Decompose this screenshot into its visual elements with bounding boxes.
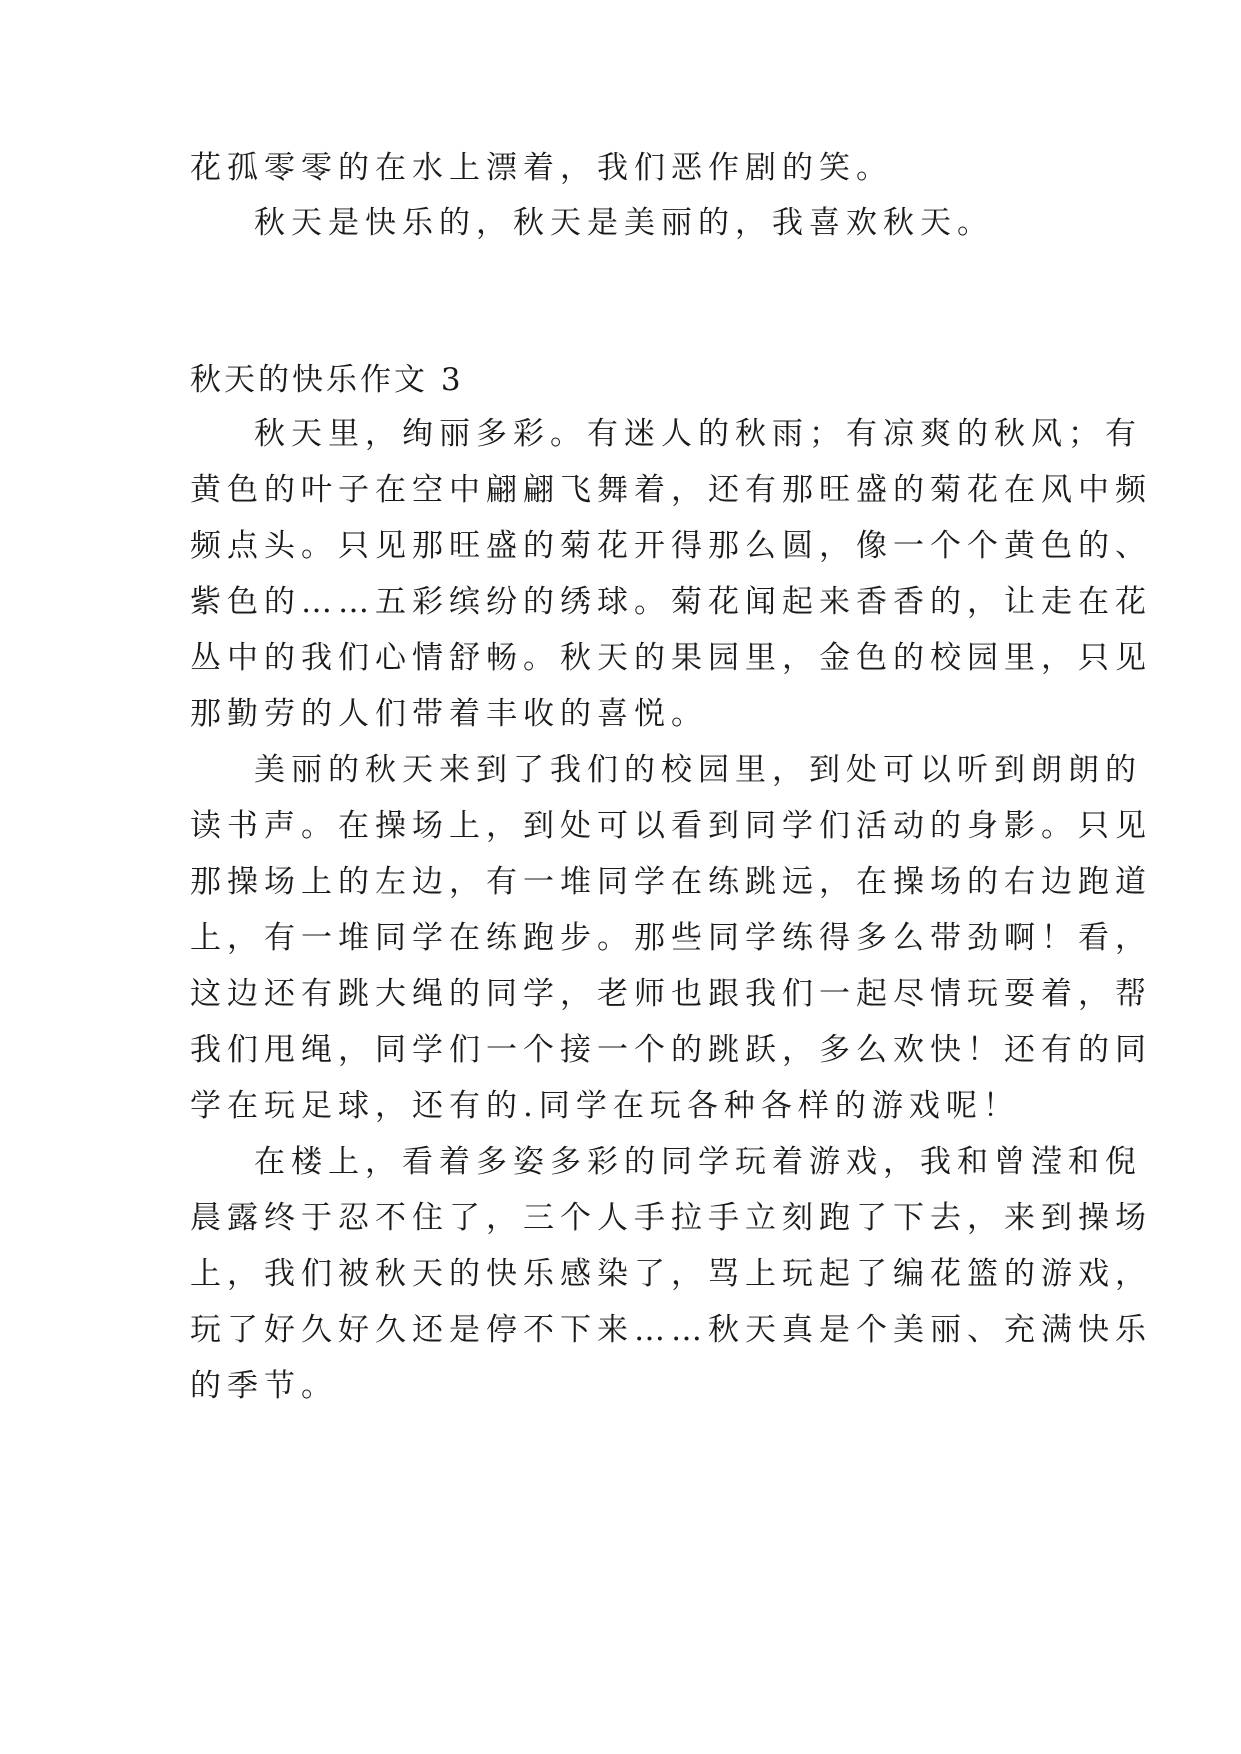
paragraph-line: 秋天里，绚丽多彩。有迷人的秋雨；有凉爽的秋风；有 bbox=[254, 416, 1142, 452]
paragraph-line: 频点头。只见那旺盛的菊花开得那么圆，像一个个黄色的、 bbox=[190, 528, 1152, 564]
paragraph-line: 读书声。在操场上，到处可以看到同学们活动的身影。只见 bbox=[190, 808, 1152, 844]
paragraph-line: 上，我们被秋天的快乐感染了，骂上玩起了编花篮的游戏， bbox=[190, 1256, 1152, 1292]
paragraph-line: 紫色的……五彩缤纷的绣球。菊花闻起来香香的，让走在花 bbox=[190, 584, 1152, 620]
paragraph-line: 美丽的秋天来到了我们的校园里，到处可以听到朗朗的 bbox=[254, 752, 1142, 788]
paragraph-line: 那操场上的左边，有一堆同学在练跳远，在操场的右边跑道 bbox=[190, 864, 1152, 900]
paragraph-line: 我们甩绳，同学们一个接一个的跳跃，多么欢快！还有的同 bbox=[190, 1032, 1152, 1068]
paragraph-line: 上，有一堆同学在练跑步。那些同学练得多么带劲啊！看， bbox=[190, 920, 1152, 956]
paragraph-line: 在楼上，看着多姿多彩的同学玩着游戏，我和曾滢和倪 bbox=[254, 1144, 1142, 1180]
paragraph-line: 那勤劳的人们带着丰收的喜悦。 bbox=[190, 696, 708, 732]
paragraph-line: 黄色的叶子在空中翩翩飞舞着，还有那旺盛的菊花在风中频 bbox=[190, 472, 1152, 508]
paragraph-line: 秋天是快乐的，秋天是美丽的，我喜欢秋天。 bbox=[254, 205, 994, 241]
paragraph-line: 这边还有跳大绳的同学，老师也跟我们一起尽情玩耍着，帮 bbox=[190, 976, 1152, 1012]
paragraph-line: 丛中的我们心情舒畅。秋天的果园里，金色的校园里，只见 bbox=[190, 640, 1152, 676]
section-title: 秋天的快乐作文 3 bbox=[190, 362, 464, 398]
paragraph-line: 晨露终于忍不住了，三个人手拉手立刻跑了下去，来到操场 bbox=[190, 1200, 1152, 1236]
paragraph-line: 的季节。 bbox=[190, 1368, 338, 1404]
paragraph-line: 学在玩足球，还有的.同学在玩各种各样的游戏呢！ bbox=[190, 1088, 1020, 1124]
paragraph-line: 花孤零零的在水上漂着，我们恶作剧的笑。 bbox=[190, 150, 893, 186]
paragraph-line: 玩了好久好久还是停不下来……秋天真是个美丽、充满快乐 bbox=[190, 1312, 1152, 1348]
